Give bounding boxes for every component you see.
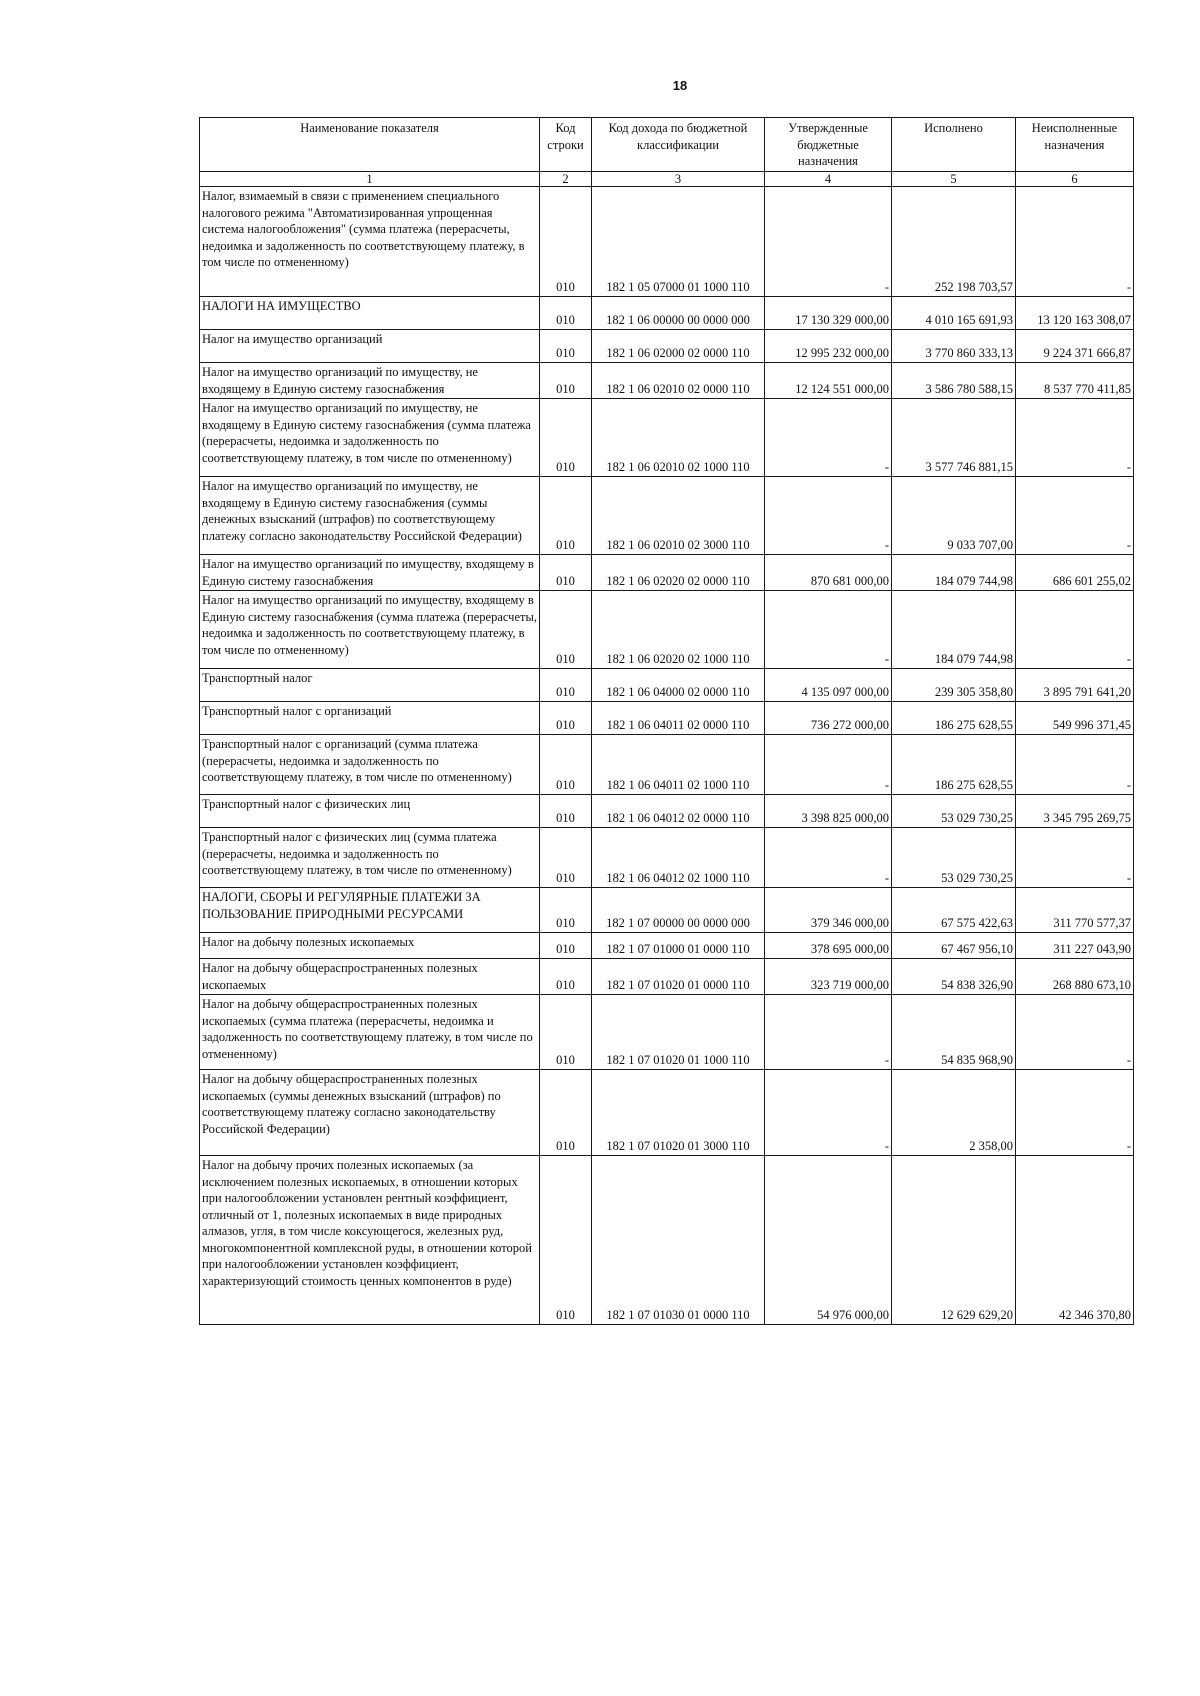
executed-amount: 54 838 326,90 bbox=[892, 959, 1016, 995]
line-code: 010 bbox=[540, 959, 592, 995]
table-row bbox=[200, 795, 1134, 828]
approved-amount: 17 130 329 000,00 bbox=[765, 297, 892, 330]
executed-amount: 184 079 744,98 bbox=[892, 591, 1016, 669]
line-code: 010 bbox=[540, 555, 592, 591]
unexecuted-amount: 3 345 795 269,75 bbox=[1016, 795, 1134, 828]
indicator-name: Налог на добычу общераспространенных полезных ископаемых bbox=[200, 959, 540, 995]
executed-amount: 186 275 628,55 bbox=[892, 735, 1016, 795]
table-row bbox=[200, 735, 1134, 795]
approved-amount: - bbox=[765, 399, 892, 477]
indicator-name: Налог на имущество организаций по имуществу, не входящему в Единую систему газоснабжения (суммы денежных взысканий (штрафов) по соответствующему платежу согласно законодательству Российской Федерации) bbox=[200, 477, 540, 555]
unexecuted-amount: 311 227 043,90 bbox=[1016, 933, 1134, 959]
income-code: 182 1 07 00000 00 0000 000 bbox=[592, 888, 765, 933]
line-code: 010 bbox=[540, 888, 592, 933]
table-row bbox=[200, 297, 1134, 330]
table-row bbox=[200, 702, 1134, 735]
table-row bbox=[200, 399, 1134, 477]
line-code: 010 bbox=[540, 795, 592, 828]
unexecuted-amount: 549 996 371,45 bbox=[1016, 702, 1134, 735]
table-row bbox=[200, 995, 1134, 1070]
executed-amount: 3 577 746 881,15 bbox=[892, 399, 1016, 477]
unexecuted-amount: - bbox=[1016, 828, 1134, 888]
line-code: 010 bbox=[540, 297, 592, 330]
line-code: 010 bbox=[540, 995, 592, 1070]
line-code: 010 bbox=[540, 669, 592, 702]
approved-amount: 12 995 232 000,00 bbox=[765, 330, 892, 363]
header-indicator-name: Наименование показателя bbox=[200, 118, 540, 172]
indicator-name: Транспортный налог с физических лиц (сумма платежа (перерасчеты, недоимка и задолженность по соответствующему платежу, в том числе по отмененному) bbox=[200, 828, 540, 888]
indicator-name: НАЛОГИ НА ИМУЩЕСТВО bbox=[200, 297, 540, 330]
column-number: 3 bbox=[592, 172, 765, 187]
indicator-name: Транспортный налог с организаций bbox=[200, 702, 540, 735]
line-code: 010 bbox=[540, 399, 592, 477]
executed-amount: 67 467 956,10 bbox=[892, 933, 1016, 959]
unexecuted-amount: 9 224 371 666,87 bbox=[1016, 330, 1134, 363]
budget-execution-table bbox=[199, 117, 1134, 1325]
income-code: 182 1 06 02020 02 1000 110 bbox=[592, 591, 765, 669]
approved-amount: - bbox=[765, 477, 892, 555]
executed-amount: 9 033 707,00 bbox=[892, 477, 1016, 555]
indicator-name: Транспортный налог с физических лиц bbox=[200, 795, 540, 828]
income-code: 182 1 06 04011 02 1000 110 bbox=[592, 735, 765, 795]
table-row bbox=[200, 933, 1134, 959]
indicator-name: Налог на имущество организаций по имуществу, входящему в Единую систему газоснабжения (сумма платежа (перерасчеты, недоимка и задолженность по соответствующему платежу, в том числе по отмененному) bbox=[200, 591, 540, 669]
column-number-row bbox=[200, 172, 1134, 187]
executed-amount: 12 629 629,20 bbox=[892, 1156, 1016, 1325]
approved-amount: - bbox=[765, 828, 892, 888]
income-code: 182 1 06 04012 02 1000 110 bbox=[592, 828, 765, 888]
table-row bbox=[200, 959, 1134, 995]
table-row bbox=[200, 828, 1134, 888]
column-number: 6 bbox=[1016, 172, 1134, 187]
executed-amount: 3 770 860 333,13 bbox=[892, 330, 1016, 363]
income-code: 182 1 07 01020 01 3000 110 bbox=[592, 1070, 765, 1156]
table-row bbox=[200, 187, 1134, 297]
line-code: 010 bbox=[540, 477, 592, 555]
indicator-name: Налог на имущество организаций bbox=[200, 330, 540, 363]
header-approved: Утвержденные бюджетные назначения bbox=[765, 118, 892, 172]
income-code: 182 1 06 04000 02 0000 110 bbox=[592, 669, 765, 702]
line-code: 010 bbox=[540, 828, 592, 888]
approved-amount: - bbox=[765, 1070, 892, 1156]
column-number: 1 bbox=[200, 172, 540, 187]
line-code: 010 bbox=[540, 702, 592, 735]
income-code: 182 1 06 02010 02 3000 110 bbox=[592, 477, 765, 555]
unexecuted-amount: 8 537 770 411,85 bbox=[1016, 363, 1134, 399]
indicator-name: Налог на добычу прочих полезных ископаемых (за исключением полезных ископаемых, в отношении которых при налогообложении установлен рентный коэффициент, отличный от 1, полезных ископаемых в виде природных алмазов, угля, в том числе коксующегося, железных руд, многокомпонентной комплексной руды, в отношении которой при налогообложении установлен коэффициент, характеризующий стоимость ценных компонентов в руде) bbox=[200, 1156, 540, 1325]
indicator-name: Транспортный налог bbox=[200, 669, 540, 702]
income-code: 182 1 06 02000 02 0000 110 bbox=[592, 330, 765, 363]
unexecuted-amount: 268 880 673,10 bbox=[1016, 959, 1134, 995]
header-row bbox=[200, 118, 1134, 172]
indicator-name: Налог на добычу общераспространенных полезных ископаемых (суммы денежных взысканий (штрафов) по соответствующему платежу согласно законодательству Российской Федерации) bbox=[200, 1070, 540, 1156]
income-code: 182 1 06 02010 02 0000 110 bbox=[592, 363, 765, 399]
approved-amount: 870 681 000,00 bbox=[765, 555, 892, 591]
table-row bbox=[200, 477, 1134, 555]
approved-amount: 378 695 000,00 bbox=[765, 933, 892, 959]
executed-amount: 67 575 422,63 bbox=[892, 888, 1016, 933]
approved-amount: 736 272 000,00 bbox=[765, 702, 892, 735]
income-code: 182 1 07 01000 01 0000 110 bbox=[592, 933, 765, 959]
column-number: 2 bbox=[540, 172, 592, 187]
table-row bbox=[200, 330, 1134, 363]
approved-amount: 54 976 000,00 bbox=[765, 1156, 892, 1325]
unexecuted-amount: 311 770 577,37 bbox=[1016, 888, 1134, 933]
column-number: 4 bbox=[765, 172, 892, 187]
header-executed: Исполнено bbox=[892, 118, 1016, 172]
executed-amount: 184 079 744,98 bbox=[892, 555, 1016, 591]
line-code: 010 bbox=[540, 187, 592, 297]
header-income-code: Код дохода по бюджетной классификации bbox=[592, 118, 765, 172]
unexecuted-amount: 686 601 255,02 bbox=[1016, 555, 1134, 591]
unexecuted-amount: - bbox=[1016, 995, 1134, 1070]
line-code: 010 bbox=[540, 933, 592, 959]
income-code: 182 1 06 02020 02 0000 110 bbox=[592, 555, 765, 591]
indicator-name: Транспортный налог с организаций (сумма платежа (перерасчеты, недоимка и задолженность по соответствующему платежу, в том числе по отмененному) bbox=[200, 735, 540, 795]
income-code: 182 1 06 02010 02 1000 110 bbox=[592, 399, 765, 477]
line-code: 010 bbox=[540, 363, 592, 399]
income-code: 182 1 07 01020 01 1000 110 bbox=[592, 995, 765, 1070]
table-row bbox=[200, 363, 1134, 399]
table-row bbox=[200, 555, 1134, 591]
line-code: 010 bbox=[540, 1070, 592, 1156]
income-code: 182 1 07 01030 01 0000 110 bbox=[592, 1156, 765, 1325]
unexecuted-amount: 13 120 163 308,07 bbox=[1016, 297, 1134, 330]
line-code: 010 bbox=[540, 1156, 592, 1325]
income-code: 182 1 06 04012 02 0000 110 bbox=[592, 795, 765, 828]
table-row bbox=[200, 1156, 1134, 1325]
line-code: 010 bbox=[540, 735, 592, 795]
header-line-code: Код строки bbox=[540, 118, 592, 172]
approved-amount: 12 124 551 000,00 bbox=[765, 363, 892, 399]
income-code: 182 1 06 04011 02 0000 110 bbox=[592, 702, 765, 735]
approved-amount: - bbox=[765, 187, 892, 297]
executed-amount: 53 029 730,25 bbox=[892, 795, 1016, 828]
executed-amount: 252 198 703,57 bbox=[892, 187, 1016, 297]
executed-amount: 4 010 165 691,93 bbox=[892, 297, 1016, 330]
unexecuted-amount: - bbox=[1016, 1070, 1134, 1156]
approved-amount: - bbox=[765, 735, 892, 795]
line-code: 010 bbox=[540, 591, 592, 669]
unexecuted-amount: - bbox=[1016, 735, 1134, 795]
unexecuted-amount: - bbox=[1016, 187, 1134, 297]
approved-amount: - bbox=[765, 591, 892, 669]
page-number: 18 bbox=[672, 78, 688, 93]
header-unexecuted: Неисполненные назначения bbox=[1016, 118, 1134, 172]
executed-amount: 239 305 358,80 bbox=[892, 669, 1016, 702]
indicator-name: НАЛОГИ, СБОРЫ И РЕГУЛЯРНЫЕ ПЛАТЕЖИ ЗА ПОЛЬЗОВАНИЕ ПРИРОДНЫМИ РЕСУРСАМИ bbox=[200, 888, 540, 933]
approved-amount: - bbox=[765, 995, 892, 1070]
column-number: 5 bbox=[892, 172, 1016, 187]
unexecuted-amount: - bbox=[1016, 591, 1134, 669]
approved-amount: 323 719 000,00 bbox=[765, 959, 892, 995]
unexecuted-amount: 3 895 791 641,20 bbox=[1016, 669, 1134, 702]
executed-amount: 2 358,00 bbox=[892, 1070, 1016, 1156]
executed-amount: 53 029 730,25 bbox=[892, 828, 1016, 888]
indicator-name: Налог на имущество организаций по имуществу, не входящему в Единую систему газоснабжения (сумма платежа (перерасчеты, недоимка и задолженность по соответствующему платежу, в том числе по отмененному) bbox=[200, 399, 540, 477]
table-row bbox=[200, 591, 1134, 669]
income-code: 182 1 05 07000 01 1000 110 bbox=[592, 187, 765, 297]
indicator-name: Налог, взимаемый в связи с применением специального налогового режима "Автоматизированная упрощенная система налогообложения" (сумма платежа (перерасчеты, недоимка и задолженность по соответствующему платежу, в том числе по отмененному) bbox=[200, 187, 540, 297]
line-code: 010 bbox=[540, 330, 592, 363]
indicator-name: Налог на добычу общераспространенных полезных ископаемых (сумма платежа (перерасчеты, недоимка и задолженность по соответствующему платежу, в том числе по отмененному) bbox=[200, 995, 540, 1070]
unexecuted-amount: - bbox=[1016, 399, 1134, 477]
table-row bbox=[200, 888, 1134, 933]
table-row bbox=[200, 1070, 1134, 1156]
executed-amount: 54 835 968,90 bbox=[892, 995, 1016, 1070]
approved-amount: 379 346 000,00 bbox=[765, 888, 892, 933]
income-code: 182 1 06 00000 00 0000 000 bbox=[592, 297, 765, 330]
unexecuted-amount: - bbox=[1016, 477, 1134, 555]
indicator-name: Налог на имущество организаций по имуществу, не входящему в Единую систему газоснабжения bbox=[200, 363, 540, 399]
approved-amount: 3 398 825 000,00 bbox=[765, 795, 892, 828]
approved-amount: 4 135 097 000,00 bbox=[765, 669, 892, 702]
unexecuted-amount: 42 346 370,80 bbox=[1016, 1156, 1134, 1325]
income-code: 182 1 07 01020 01 0000 110 bbox=[592, 959, 765, 995]
executed-amount: 3 586 780 588,15 bbox=[892, 363, 1016, 399]
indicator-name: Налог на имущество организаций по имуществу, входящему в Единую систему газоснабжения bbox=[200, 555, 540, 591]
executed-amount: 186 275 628,55 bbox=[892, 702, 1016, 735]
indicator-name: Налог на добычу полезных ископаемых bbox=[200, 933, 540, 959]
table-row bbox=[200, 669, 1134, 702]
